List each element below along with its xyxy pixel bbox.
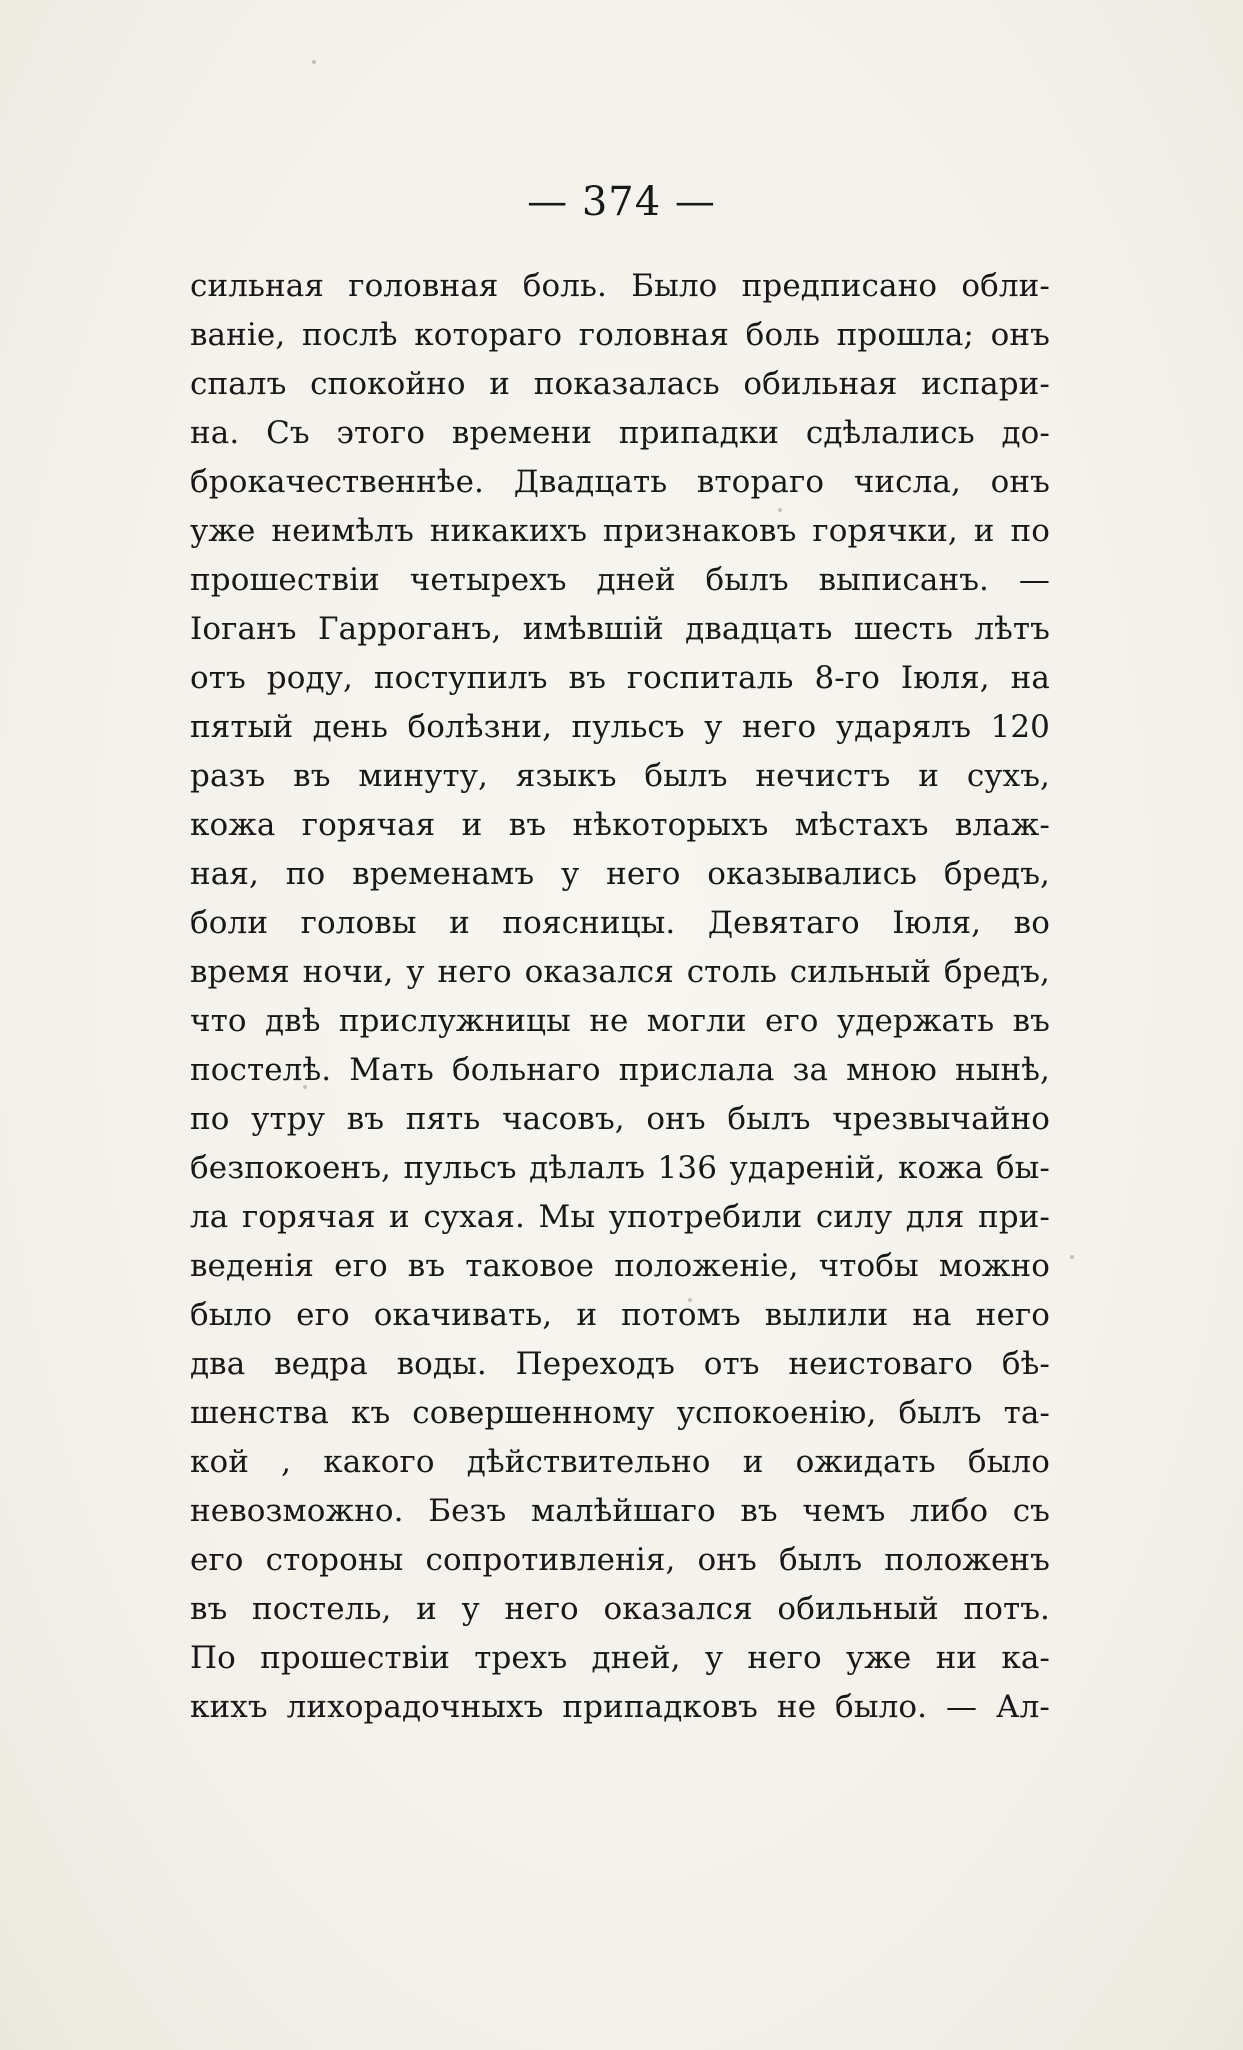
text-line: его стороны сопротивленія, онъ былъ положенъ	[190, 1542, 1050, 1578]
text-line: брокачественнѣе. Двадцать втораго числа, онъ	[190, 464, 1050, 500]
text-line: прошествіи четырехъ дней былъ выписанъ. —	[190, 562, 1050, 598]
text-line: безпокоенъ, пульсъ дѣлалъ 136 ударенiй, кожа бы-	[190, 1150, 1050, 1186]
text-line: боли головы и поясницы. Девятаго Іюля, во	[190, 905, 1050, 941]
text-line: спалъ спокойно и показалась обильная испари-	[190, 366, 1050, 402]
text-line: уже неимѣлъ никакихъ признаковъ горячки, и по	[190, 513, 1050, 549]
text-line: отъ роду, поступилъ въ госпиталь 8-го Іюля, на	[190, 660, 1050, 696]
text-line: постелѣ. Мать больнаго прислала за мною нынѣ,	[190, 1052, 1050, 1088]
text-line: ваніе, послѣ котораго головная боль прошла; онъ	[190, 317, 1050, 353]
text-line: Іоганъ Гарроганъ, имѣвшій двадцать шесть лѣтъ	[190, 611, 1050, 647]
text-line: время ночи, у него оказался столь сильный бредъ,	[190, 954, 1050, 990]
text-line: невозможно. Безъ малѣйшаго въ чемъ либо съ	[190, 1493, 1050, 1529]
page-number: — 374 —	[527, 179, 716, 225]
text-line: кожа горячая и въ нѣкоторыхъ мѣстахъ влаж-	[190, 807, 1050, 843]
text-line: ная, по временамъ у него оказывались бредъ,	[190, 856, 1050, 892]
text-line: По прошествіи трехъ дней, у него уже ни ка-	[190, 1640, 1050, 1676]
text-line: ла горячая и сухая. Мы употребили силу для при-	[190, 1199, 1050, 1235]
text-line: кой , какого дѣйствительно и ожидать было	[190, 1444, 1050, 1480]
text-line: шенства къ совершенному успокоенію, былъ та-	[190, 1395, 1050, 1431]
text-line: по утру въ пять часовъ, онъ былъ чрезвычайно	[190, 1101, 1050, 1137]
text-line: сильная головная боль. Было предписано обли-	[190, 268, 1050, 304]
text-line: два ведра воды. Переходъ отъ неистоваго бѣ-	[190, 1346, 1050, 1382]
body-text	[190, 262, 1050, 1732]
text-line: веденія его въ таковое положеніе, чтобы можно	[190, 1248, 1050, 1284]
text-line: въ постель, и у него оказался обильный потъ.	[190, 1591, 1050, 1627]
text-line: было его окачивать, и потомъ вылили на него	[190, 1297, 1050, 1333]
text-line: кихъ лихорадочныхъ припадковъ не было. — Ал-	[190, 1689, 1050, 1725]
text-line: на. Съ этого времени припадки сдѣлались до-	[190, 415, 1050, 451]
text-line: пятый день болѣзни, пульсъ у него ударялъ 120	[190, 709, 1050, 745]
text-line: разъ въ минуту, языкъ былъ нечистъ и сухъ,	[190, 758, 1050, 794]
text-line: что двѣ прислужницы не могли его удержать въ	[190, 1003, 1050, 1039]
